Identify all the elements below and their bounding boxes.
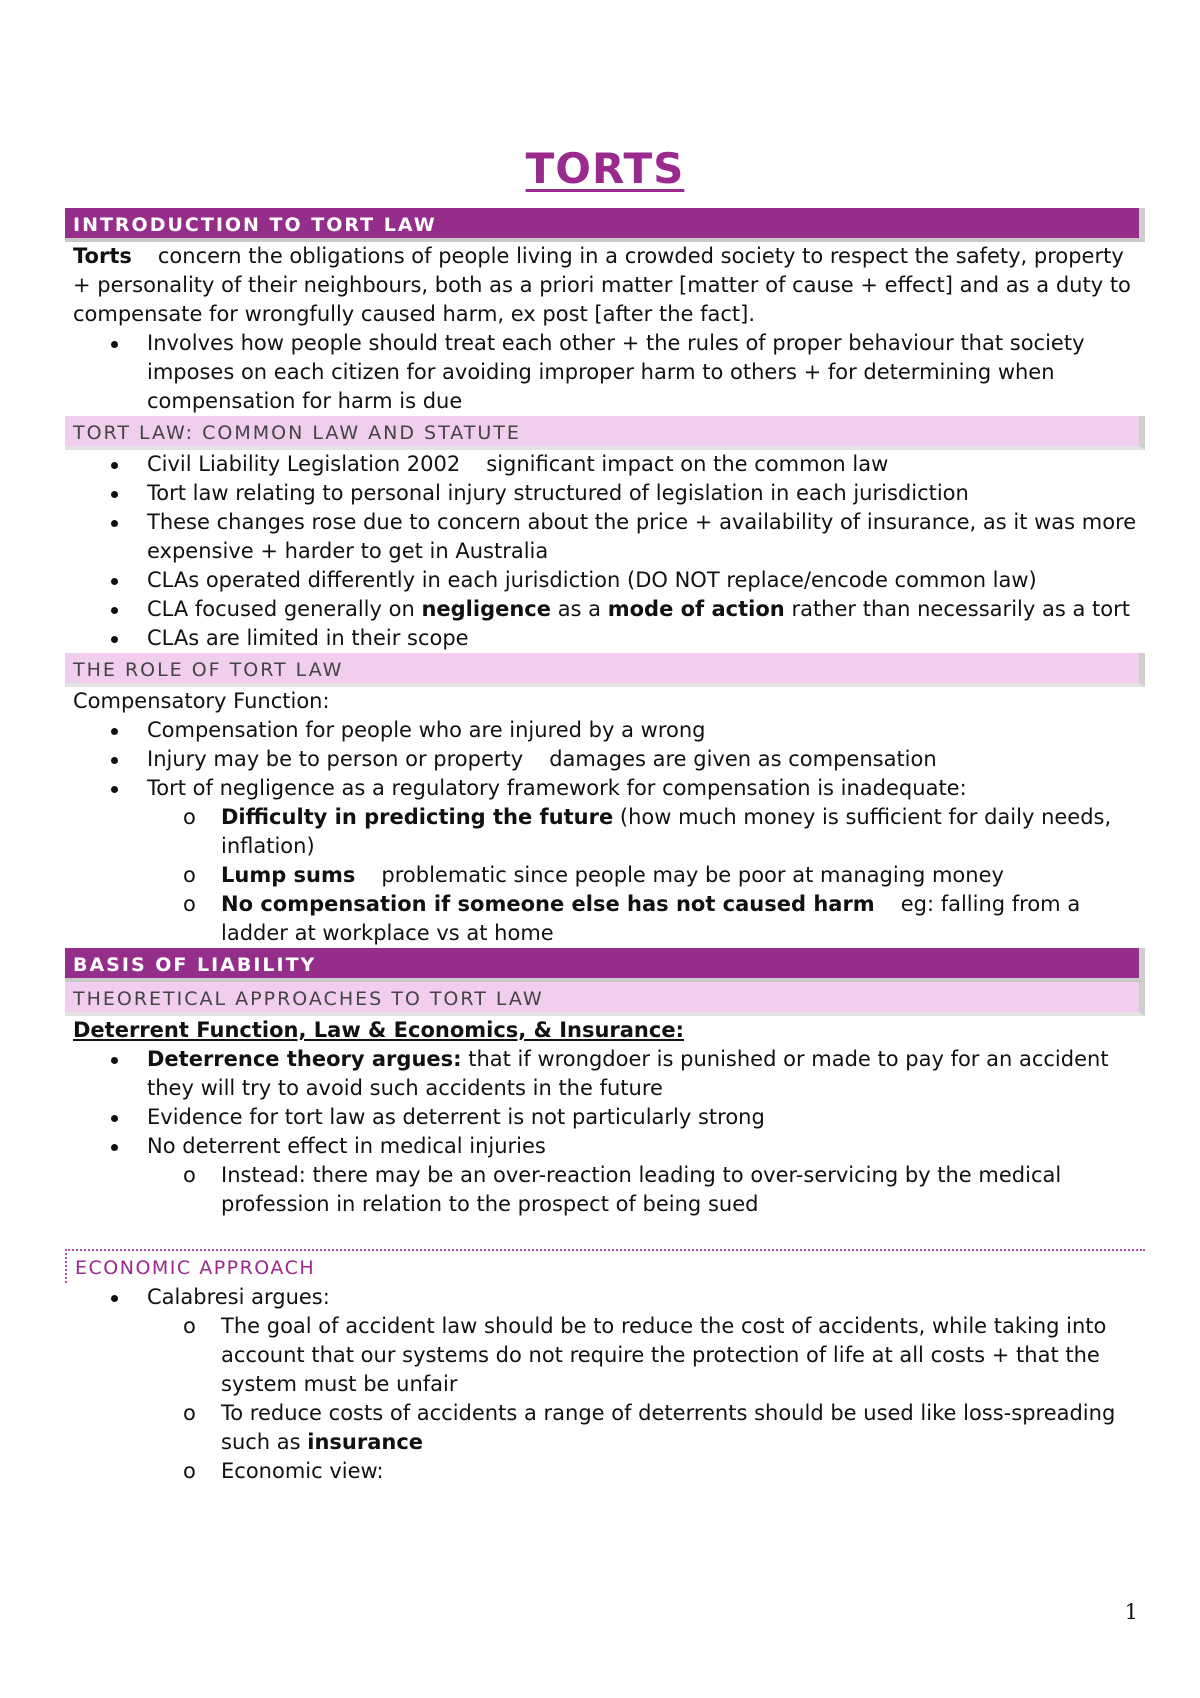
section-header-economic: ECONOMIC APPROACH [65,1249,1145,1283]
sub-list-item: o To reduce costs of accidents a range of deterrents should be used like loss-spreading such as insurance [139,1399,1145,1457]
page-title: TORTS [525,144,685,193]
sub-list-item: o Difficulty in predicting the future (how much money is sufficient for daily needs, inflation) [139,803,1145,861]
section-header-basis: BASIS OF LIABILITY [65,948,1145,982]
sub-list [147,1161,1145,1219]
section-header-theory: THEORETICAL APPROACHES TO TORT LAW [65,982,1145,1016]
list-item: Calabresi argues: o The goal of accident law should be to reduce the cost of accidents, while taking into account that our systems do not require the protection of life at all costs + that the system must be unfair o To reduce costs of accidents a range of deterrents should be used like loss-spreading such as insurance o Economic view: [65,1283,1145,1486]
section-header-common-law: TORT LAW: COMMON LAW AND STATUTE [65,416,1145,450]
theory-subheading: Deterrent Function, Law & Economics, & Insurance: [73,1018,684,1042]
list-item: CLAs are limited in their scope [65,624,1145,653]
intro-paragraph [65,242,1145,329]
document-page [65,140,1145,1486]
page-number: 1 [1124,1600,1138,1624]
list-item: Tort law relating to personal injury structured of legislation in each jurisdiction [65,479,1145,508]
section-header-role: THE ROLE OF TORT LAW [65,653,1145,687]
list-item: Injury may be to person or property damages are given as compensation [65,745,1145,774]
list-item: Deterrence theory argues: that if wrongdoer is punished or made to pay for an accident they will try to avoid such accidents in the future [65,1045,1145,1103]
role-intro: Compensatory Function: [73,689,330,713]
section-header-intro: INTRODUCTION TO TORT LAW [65,208,1145,242]
sub-list-item: o Economic view: [139,1457,1145,1486]
economic-list [65,1283,1145,1486]
sub-list-item: o Instead: there may be an over-reaction leading to over-servicing by the medical profession in relation to the prospect of being sued [139,1161,1145,1219]
term-torts: Torts [73,244,132,268]
sub-list [147,1312,1145,1486]
sub-list-item: o Lump sums problematic since people may be poor at managing money [139,861,1145,890]
theory-list [65,1045,1145,1219]
list-item: CLAs operated differently in each jurisdiction (DO NOT replace/encode common law) [65,566,1145,595]
list-item: These changes rose due to concern about the price + availability of insurance, as it was more expensive + harder to get in Australia [65,508,1145,566]
sub-list-item: o No compensation if someone else has not caused harm eg: falling from a ladder at workplace vs at home [139,890,1145,948]
list-item: Compensation for people who are injured by a wrong [65,716,1145,745]
sub-list [147,803,1145,948]
list-item: No deterrent effect in medical injuries o Instead: there may be an over-reaction leading to over-servicing by the medical profession in relation to the prospect of being sued [65,1132,1145,1219]
role-list [65,716,1145,948]
list-item: CLA focused generally on negligence as a mode of action rather than necessarily as a tort [65,595,1145,624]
list-item: Tort of negligence as a regulatory framework for compensation is inadequate: o Difficulty in predicting the future (how much money is sufficient for daily needs, inflation) o Lump sums problematic since people may be poor at managing money o No compensation if someone else has not caused harm eg: falling from a ladder at workplace vs at home [65,774,1145,948]
intro-list [65,329,1145,416]
common-law-list [65,450,1145,653]
sub-list-item: o The goal of accident law should be to reduce the cost of accidents, while taking into account that our systems do not require the protection of life at all costs + that the system must be unfair [139,1312,1145,1399]
list-item: Evidence for tort law as deterrent is not particularly strong [65,1103,1145,1132]
list-item: Involves how people should treat each other + the rules of proper behaviour that society imposes on each citizen for avoiding improper harm to others + for determining when compensation for harm is due [65,329,1145,416]
definition-text: concern the obligations of people living in a crowded society to respect the safety, property + personality of their neighbours, both as a priori matter [matter of cause + effect] and as a duty to compensate for wrongfully caused harm, ex post [after the fact]. [73,244,1131,326]
list-item: Civil Liability Legislation 2002 significant impact on the common law [65,450,1145,479]
